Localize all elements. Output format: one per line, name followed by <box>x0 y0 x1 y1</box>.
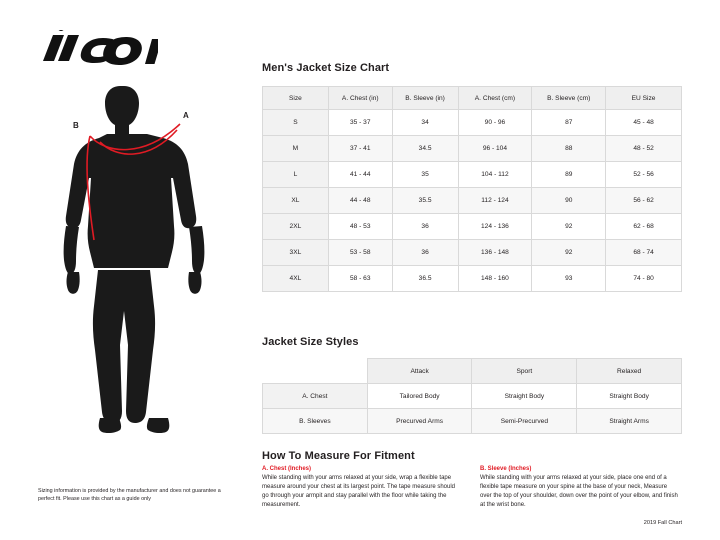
row-header-chest: A. Chest <box>263 384 368 409</box>
cell-chest-cm: 136 - 148 <box>458 240 532 266</box>
fitment-body-sleeve: While standing with your arms relaxed at your side, place one end of a flexible tape measure on your spine at the base of your neck, Measure over the top of your shoulder, down over the point of your elbow, and finish at the wrist bone. <box>480 475 678 508</box>
table-row <box>263 188 682 214</box>
cell-sleeve-in: 36.5 <box>392 266 458 292</box>
cell-eu-size: 48 - 52 <box>606 136 682 162</box>
cell-eu-size: 52 - 56 <box>606 162 682 188</box>
size-chart-title: Men's Jacket Size Chart <box>262 62 390 74</box>
fitment-column-sleeve <box>480 466 680 510</box>
cell-size: 4XL <box>263 266 329 292</box>
cell-eu-size: 45 - 48 <box>606 110 682 136</box>
cell-chest-in: 53 - 58 <box>328 240 392 266</box>
jacket-size-styles-title: Jacket Size Styles <box>262 336 359 348</box>
jacket-size-styles-table <box>262 358 682 434</box>
table-header-row <box>263 359 682 384</box>
column-header: A. Chest (cm) <box>458 87 532 110</box>
cell-sport: Straight Body <box>472 384 577 409</box>
table-row <box>263 384 682 409</box>
cell-sleeve-in: 36 <box>392 240 458 266</box>
cell-sleeve-in: 36 <box>392 214 458 240</box>
table-row <box>263 110 682 136</box>
cell-eu-size: 62 - 68 <box>606 214 682 240</box>
fitment-heading-sleeve: B. Sleeve (Inches) <box>480 466 532 472</box>
table-row <box>263 409 682 434</box>
cell-chest-in: 35 - 37 <box>328 110 392 136</box>
table-row <box>263 240 682 266</box>
sizing-disclaimer: Sizing information is provided by the manufacturer and does not guarantee a perfect fit. Please use this chart as a guide only <box>38 488 221 503</box>
cell-chest-cm: 104 - 112 <box>458 162 532 188</box>
cell-chest-cm: 96 - 104 <box>458 136 532 162</box>
cell-size: M <box>263 136 329 162</box>
cell-sleeve-cm: 92 <box>532 214 606 240</box>
table-row <box>263 162 682 188</box>
cell-eu-size: 74 - 80 <box>606 266 682 292</box>
cell-attack: Tailored Body <box>367 384 472 409</box>
body-measurement-figure <box>44 80 224 440</box>
cell-chest-cm: 148 - 160 <box>458 266 532 292</box>
cell-sleeve-cm: 92 <box>532 240 606 266</box>
cell-sleeve-in: 35.5 <box>392 188 458 214</box>
cell-sleeve-cm: 90 <box>532 188 606 214</box>
cell-sport: Semi-Precurved <box>472 409 577 434</box>
column-header-sport: Sport <box>472 359 577 384</box>
cell-chest-in: 41 - 44 <box>328 162 392 188</box>
cell-chest-in: 37 - 41 <box>328 136 392 162</box>
cell-sleeve-in: 35 <box>392 162 458 188</box>
fitment-heading-chest: A. Chest (Inches) <box>262 466 312 472</box>
column-header: B. Sleeve (cm) <box>532 87 606 110</box>
cell-chest-cm: 112 - 124 <box>458 188 532 214</box>
table-row <box>263 136 682 162</box>
cell-chest-cm: 90 - 96 <box>458 110 532 136</box>
cell-sleeve-cm: 93 <box>532 266 606 292</box>
cell-size: 3XL <box>263 240 329 266</box>
corner-cell <box>263 359 368 384</box>
left-panel <box>0 0 250 540</box>
cell-size: XL <box>263 188 329 214</box>
table-row <box>263 266 682 292</box>
fitment-title: How To Measure For Fitment <box>262 450 415 462</box>
column-header: EU Size <box>606 87 682 110</box>
cell-chest-in: 58 - 63 <box>328 266 392 292</box>
table-row <box>263 214 682 240</box>
icon-brand-logo <box>38 30 158 70</box>
label-a: A <box>183 111 189 120</box>
cell-size: L <box>263 162 329 188</box>
cell-attack: Precurved Arms <box>367 409 472 434</box>
cell-chest-in: 48 - 53 <box>328 214 392 240</box>
footer-chart-version: 2019 Fall Chart <box>643 520 682 526</box>
column-header: A. Chest (in) <box>328 87 392 110</box>
cell-sleeve-cm: 88 <box>532 136 606 162</box>
fitment-body-chest: While standing with your arms relaxed at your side, wrap a flexible tape measure around your chest at its largest point. The tape measure should go through your armpit and stay parallel with the floor while taking the measurement. <box>262 475 455 508</box>
label-b: B <box>73 121 79 130</box>
cell-relaxed: Straight Arms <box>577 409 682 434</box>
column-header: Size <box>263 87 329 110</box>
row-header-sleeves: B. Sleeves <box>263 409 368 434</box>
size-chart-table <box>262 86 682 292</box>
cell-eu-size: 68 - 74 <box>606 240 682 266</box>
cell-chest-cm: 124 - 136 <box>458 214 532 240</box>
cell-sleeve-in: 34.5 <box>392 136 458 162</box>
column-header: B. Sleeve (in) <box>392 87 458 110</box>
cell-eu-size: 56 - 62 <box>606 188 682 214</box>
cell-relaxed: Straight Body <box>577 384 682 409</box>
cell-sleeve-cm: 89 <box>532 162 606 188</box>
cell-sleeve-in: 34 <box>392 110 458 136</box>
column-header-relaxed: Relaxed <box>577 359 682 384</box>
table-header-row <box>263 87 682 110</box>
fitment-column-chest <box>262 466 462 510</box>
cell-size: S <box>263 110 329 136</box>
cell-size: 2XL <box>263 214 329 240</box>
column-header-attack: Attack <box>367 359 472 384</box>
fitment-instructions <box>262 466 682 510</box>
cell-sleeve-cm: 87 <box>532 110 606 136</box>
cell-chest-in: 44 - 48 <box>328 188 392 214</box>
